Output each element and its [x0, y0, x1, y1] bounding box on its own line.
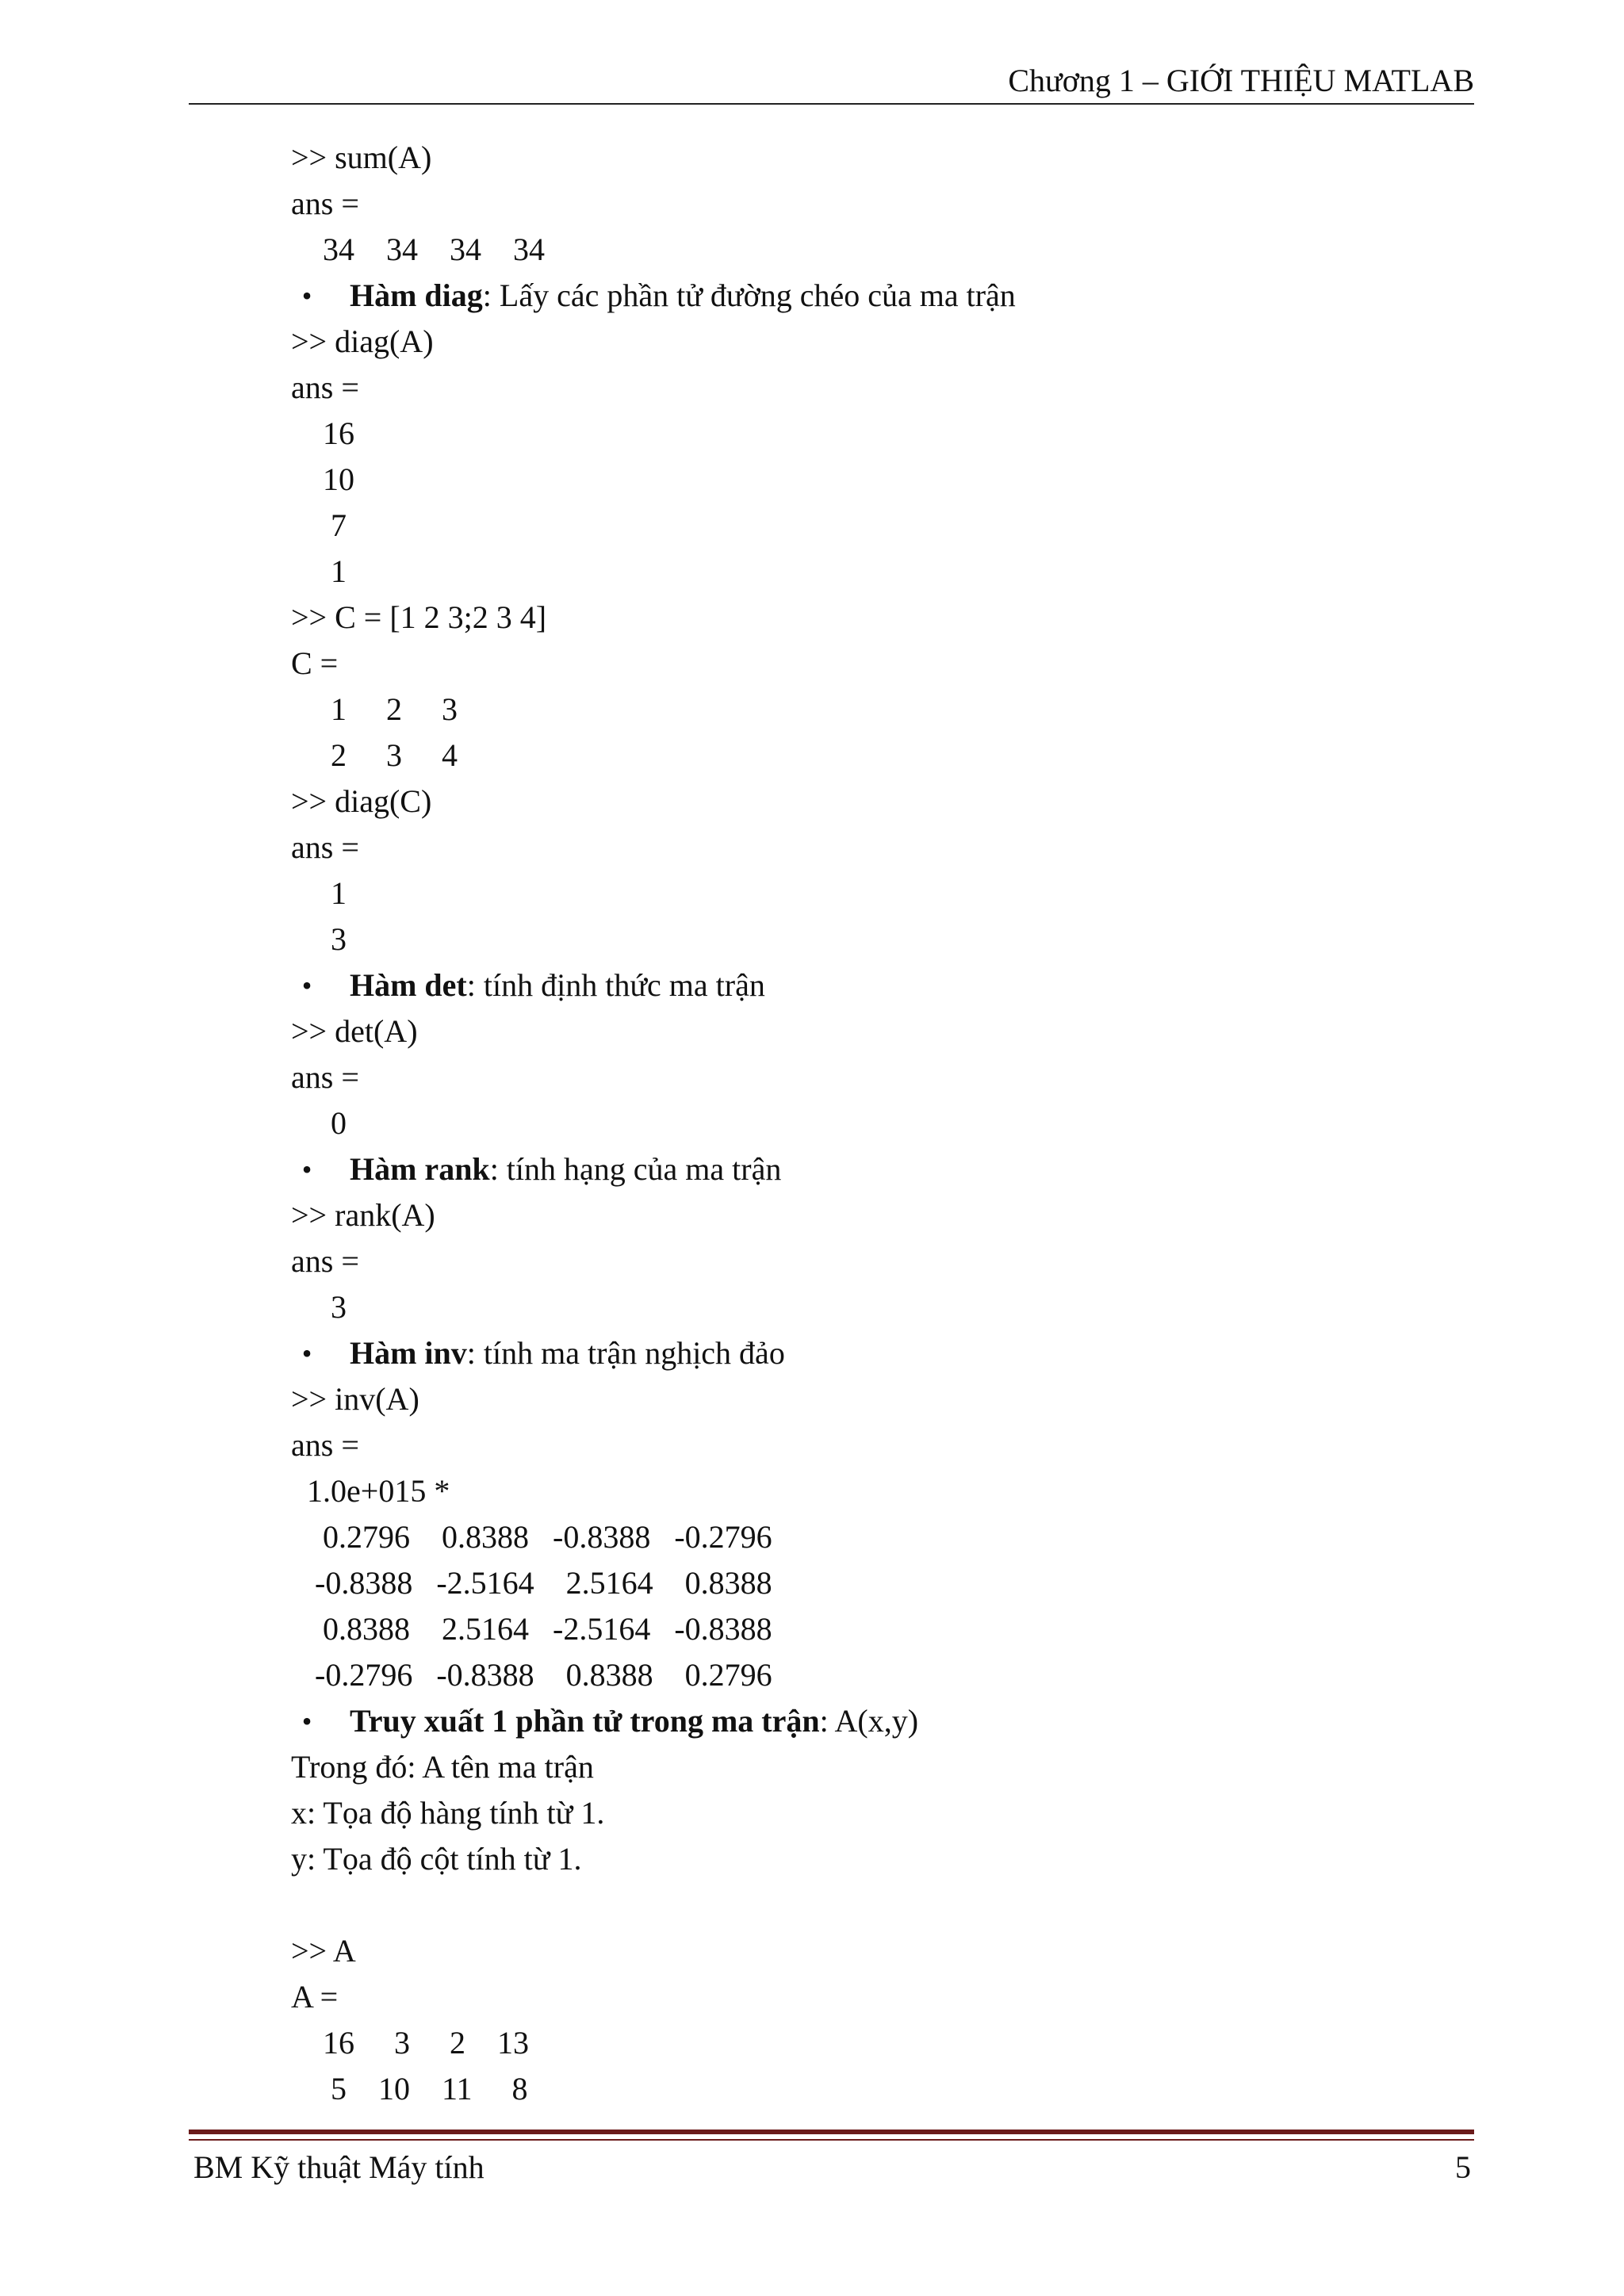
code-line: 1: [291, 875, 347, 911]
code-line: >> inv(A): [291, 1381, 419, 1417]
code-line: 16 3 2 13: [291, 2025, 529, 2061]
bullet-icon: •: [301, 280, 312, 312]
bullet-description: : A(x,y): [819, 1703, 919, 1739]
bullet-term: Hàm rank: [350, 1151, 490, 1187]
bullet-icon: •: [301, 1154, 312, 1185]
code-line: >> diag(A): [291, 323, 434, 359]
code-line: 1 2 3: [291, 691, 458, 727]
code-line: 0.8388 2.5164 -2.5164 -0.8388: [291, 1611, 772, 1647]
text-line: Trong đó: A tên ma trận: [291, 1749, 594, 1785]
code-line: 1.0e+015 *: [291, 1473, 450, 1509]
code-line: ans =: [291, 369, 359, 405]
text-line: x: Tọa độ hàng tính từ 1.: [291, 1795, 605, 1831]
code-line: >> C = [1 2 3;2 3 4]: [291, 599, 547, 635]
code-line: >> A: [291, 1933, 356, 1969]
blank-line: [291, 1882, 1465, 1928]
code-line: 34 34 34 34: [291, 232, 545, 267]
bullet-item-access: [291, 1698, 1465, 1744]
bullet-item-det: [291, 962, 1465, 1008]
bullet-description: : tính ma trận nghịch đảo: [466, 1335, 785, 1371]
bullet-description: : tính định thức ma trận: [466, 967, 765, 1003]
bullet-icon: •: [301, 970, 312, 1001]
bullet-term: Hàm det: [350, 967, 467, 1003]
code-line: >> det(A): [291, 1013, 418, 1049]
bullet-icon: •: [301, 1337, 312, 1369]
footer-department: BM Kỹ thuật Máy tính: [193, 2149, 485, 2185]
bullet-description: : Lấy các phần tử đường chéo của ma trận: [482, 277, 1016, 313]
code-line: 7: [291, 507, 347, 543]
bullet-term: Truy xuất 1 phần tử trong ma trận: [350, 1703, 820, 1739]
code-line: -0.2796 -0.8388 0.8388 0.2796: [291, 1657, 772, 1693]
code-line: 0.2796 0.8388 -0.8388 -0.2796: [291, 1519, 772, 1555]
code-line: >> sum(A): [291, 140, 432, 175]
code-line: ans =: [291, 1243, 359, 1279]
chapter-title: Chương 1 – GIỚI THIỆU MATLAB: [1008, 63, 1474, 98]
code-line: ans =: [291, 1059, 359, 1095]
code-line: 1: [291, 553, 347, 589]
bullet-item-diag: [291, 273, 1465, 319]
bullet-icon: •: [301, 1705, 312, 1737]
footer-divider: [189, 2130, 1474, 2142]
code-line: 0: [291, 1105, 347, 1141]
bullet-term: Hàm diag: [350, 277, 483, 313]
code-line: 2 3 4: [291, 737, 458, 773]
code-line: 10: [291, 461, 354, 497]
bullet-term: Hàm inv: [350, 1335, 467, 1371]
code-line: 3: [291, 921, 347, 957]
page-number: 5: [1455, 2149, 1471, 2185]
code-line: ans =: [291, 829, 359, 865]
code-line: 5 10 11 8: [291, 2071, 528, 2107]
bullet-item-inv: [291, 1330, 1465, 1376]
code-line: A =: [291, 1979, 339, 2015]
code-line: -0.8388 -2.5164 2.5164 0.8388: [291, 1565, 772, 1601]
code-line: >> diag(C): [291, 783, 432, 819]
page-content: [291, 135, 1465, 2112]
text-line: y: Tọa độ cột tính từ 1.: [291, 1841, 582, 1877]
bullet-item-rank: [291, 1146, 1465, 1192]
page-header: [189, 55, 1474, 105]
code-line: C =: [291, 645, 339, 681]
code-line: 16: [291, 415, 354, 451]
code-line: ans =: [291, 1427, 359, 1463]
code-line: 3: [291, 1289, 347, 1325]
code-line: ans =: [291, 186, 359, 221]
code-line: >> rank(A): [291, 1197, 435, 1233]
bullet-description: : tính hạng của ma trận: [489, 1151, 782, 1187]
